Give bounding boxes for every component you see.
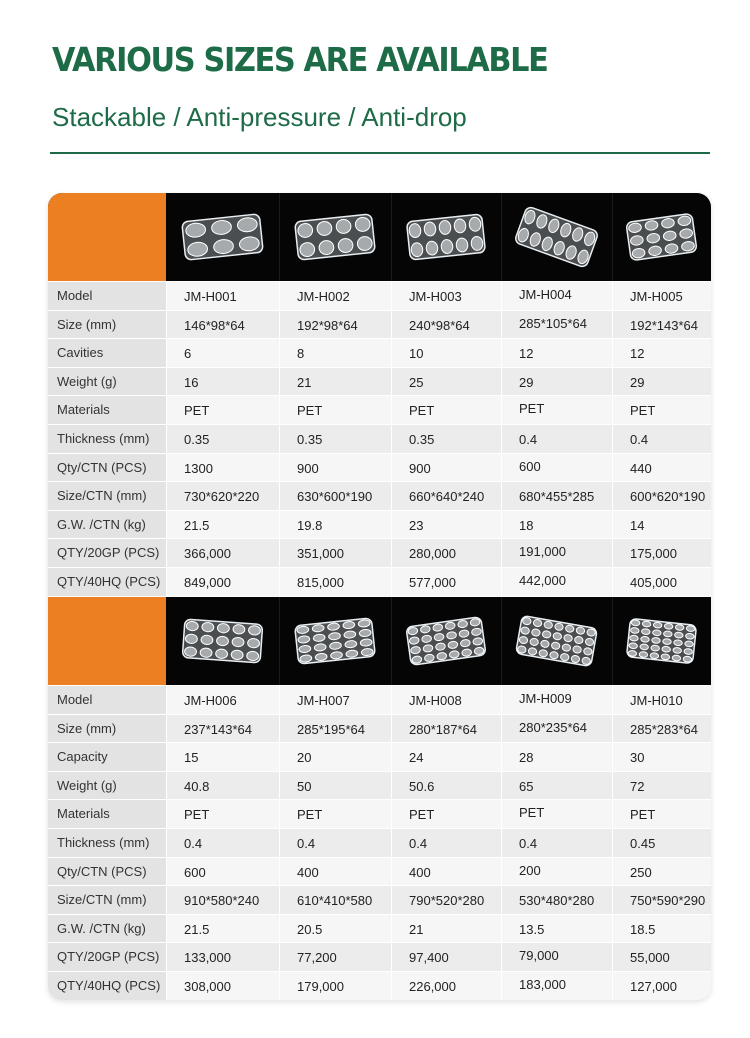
table-cell: 285*105*64 <box>519 315 587 331</box>
column-divider <box>166 368 167 396</box>
column-divider <box>391 715 392 743</box>
column-divider <box>279 368 280 396</box>
column-divider <box>391 511 392 539</box>
column-divider <box>501 715 502 743</box>
table-cell: 15 <box>184 750 199 766</box>
table-row <box>48 971 711 1000</box>
column-divider <box>279 597 280 685</box>
column-divider <box>391 193 392 281</box>
column-divider <box>612 454 613 482</box>
table-cell: 24 <box>409 750 424 766</box>
column-divider <box>279 858 280 886</box>
table-cell: 8 <box>297 346 305 362</box>
column-divider <box>279 829 280 857</box>
table-cell: 226,000 <box>409 979 456 994</box>
table-cell: 530*480*280 <box>519 893 595 909</box>
table-cell: 900 <box>297 460 319 476</box>
egg-tray-image <box>612 193 711 281</box>
row-label: Materials <box>48 800 166 828</box>
table-cell: 0.4 <box>519 432 538 447</box>
table-cell: 28 <box>519 750 534 766</box>
table-cell: 21 <box>297 374 312 390</box>
column-divider <box>166 886 167 914</box>
column-divider <box>612 829 613 857</box>
column-divider <box>501 193 502 281</box>
spec-card <box>48 193 711 1000</box>
table-cell: 600 <box>184 864 206 880</box>
column-divider <box>166 715 167 743</box>
table-cell: 308,000 <box>184 979 231 994</box>
table-cell: 16 <box>184 374 199 390</box>
table-cell: PET <box>630 807 656 823</box>
column-divider <box>279 425 280 453</box>
row-label: Weight (g) <box>48 368 166 396</box>
table-row <box>48 338 711 367</box>
column-divider <box>279 568 280 596</box>
table-cell: 730*620*220 <box>184 489 260 505</box>
table-cell: 191,000 <box>519 544 566 560</box>
column-divider <box>612 193 613 281</box>
row-label: Qty/CTN (PCS) <box>48 454 166 482</box>
column-divider <box>279 972 280 1000</box>
table-cell: 250 <box>630 864 652 880</box>
column-divider <box>391 396 392 424</box>
column-divider <box>166 568 167 596</box>
table-row <box>48 310 711 339</box>
column-divider <box>166 743 167 771</box>
column-divider <box>391 829 392 857</box>
table-cell: 25 <box>409 374 424 390</box>
table-cell: JM-H009 <box>519 691 572 706</box>
column-divider <box>612 511 613 539</box>
table-row <box>48 395 711 424</box>
column-divider <box>391 943 392 971</box>
column-divider <box>612 800 613 828</box>
table-cell: 97,400 <box>409 950 449 966</box>
table-cell: PET <box>297 807 323 823</box>
column-divider <box>501 282 502 310</box>
column-divider <box>391 568 392 596</box>
column-divider <box>279 482 280 510</box>
column-divider <box>612 282 613 310</box>
table-cell: 790*520*280 <box>409 893 485 909</box>
column-divider <box>612 368 613 396</box>
column-divider <box>391 282 392 310</box>
table-cell: 12 <box>630 346 645 362</box>
column-divider <box>391 539 392 567</box>
table-cell: 442,000 <box>519 573 566 588</box>
table-cell: 192*143*64 <box>630 317 698 333</box>
table-cell: 18 <box>519 517 534 533</box>
column-divider <box>612 972 613 1000</box>
table-row <box>48 885 711 914</box>
column-divider <box>501 511 502 539</box>
table-cell: 55,000 <box>630 950 670 966</box>
column-divider <box>612 858 613 886</box>
column-divider <box>279 715 280 743</box>
column-divider <box>612 339 613 367</box>
column-divider <box>391 743 392 771</box>
row-label: QTY/40HQ (PCS) <box>48 568 166 596</box>
column-divider <box>279 686 280 714</box>
column-divider <box>166 339 167 367</box>
column-divider <box>279 772 280 800</box>
column-divider <box>279 800 280 828</box>
table-cell: 183,000 <box>519 977 566 992</box>
table-cell: 440 <box>630 460 652 476</box>
table-cell: 127,000 <box>630 979 677 994</box>
column-divider <box>166 772 167 800</box>
column-divider <box>501 743 502 771</box>
table-cell: 0.35 <box>409 432 435 447</box>
table-cell: JM-H001 <box>184 289 237 304</box>
table-cell: 577,000 <box>409 575 456 590</box>
table-cell: 65 <box>519 778 534 794</box>
row-label: QTY/20GP (PCS) <box>48 539 166 567</box>
table-cell: PET <box>184 807 210 823</box>
table-cell: 285*195*64 <box>297 721 365 737</box>
table-cell: 13.5 <box>519 921 545 937</box>
table-cell: 240*98*64 <box>409 317 470 333</box>
table-row <box>48 481 711 510</box>
table-cell: 14 <box>630 517 645 533</box>
table-cell: 40.8 <box>184 778 210 794</box>
table-cell: 30 <box>630 750 645 766</box>
column-divider <box>612 915 613 943</box>
column-divider <box>501 972 502 1000</box>
column-divider <box>166 972 167 1000</box>
row-label: Size (mm) <box>48 715 166 743</box>
column-divider <box>501 943 502 971</box>
table-row <box>48 742 711 771</box>
table-cell: PET <box>297 403 323 419</box>
table-cell: JM-H003 <box>409 289 462 304</box>
column-divider <box>279 396 280 424</box>
column-divider <box>166 311 167 339</box>
table-row <box>48 771 711 800</box>
table-cell: 610*410*580 <box>297 893 373 909</box>
column-divider <box>501 915 502 943</box>
column-divider <box>501 339 502 367</box>
column-divider <box>612 715 613 743</box>
table-cell: 77,200 <box>297 950 337 966</box>
table-1-image-row <box>48 193 711 281</box>
table-cell: 750*590*290 <box>630 893 706 909</box>
column-divider <box>501 311 502 339</box>
table-cell: 680*455*285 <box>519 489 595 505</box>
table-cell: 400 <box>297 864 319 880</box>
column-divider <box>501 425 502 453</box>
column-divider <box>612 943 613 971</box>
table-cell: JM-H008 <box>409 693 462 708</box>
egg-tray-image <box>391 193 501 281</box>
column-divider <box>279 511 280 539</box>
egg-tray-image <box>612 597 711 685</box>
table-cell: 72 <box>630 778 645 794</box>
table-cell: 12 <box>519 346 534 362</box>
column-divider <box>166 282 167 310</box>
table-cell: 19.8 <box>297 517 323 533</box>
column-divider <box>501 686 502 714</box>
column-divider <box>279 743 280 771</box>
table-row <box>48 424 711 453</box>
column-divider <box>612 686 613 714</box>
column-divider <box>391 482 392 510</box>
column-divider <box>501 772 502 800</box>
egg-tray-image <box>501 597 612 685</box>
column-divider <box>391 425 392 453</box>
column-divider <box>612 539 613 567</box>
table-row <box>48 714 711 743</box>
page-title: VARIOUS SIZES ARE AVAILABLE <box>52 40 548 79</box>
table-cell: 23 <box>409 517 424 533</box>
table-cell: 280*235*64 <box>519 719 587 735</box>
column-divider <box>166 943 167 971</box>
column-divider <box>166 915 167 943</box>
table-cell: 79,000 <box>519 948 559 964</box>
table-cell: 280*187*64 <box>409 721 477 737</box>
column-divider <box>501 568 502 596</box>
column-divider <box>391 597 392 685</box>
table-cell: 660*640*240 <box>409 489 485 505</box>
table-row <box>48 857 711 886</box>
column-divider <box>612 597 613 685</box>
table-cell: 20 <box>297 750 312 766</box>
column-divider <box>612 311 613 339</box>
egg-tray-image <box>501 193 612 281</box>
table-cell: PET <box>630 403 656 419</box>
table-cell: 910*580*240 <box>184 893 260 909</box>
column-divider <box>391 858 392 886</box>
table-cell: 10 <box>409 346 424 362</box>
column-divider <box>612 886 613 914</box>
table-cell: PET <box>519 401 545 417</box>
table-cell: 50 <box>297 778 312 794</box>
table-row <box>48 828 711 857</box>
egg-tray-image <box>391 597 501 685</box>
table-cell: 21.5 <box>184 921 210 937</box>
row-label: Model <box>48 686 166 714</box>
row-label: Thickness (mm) <box>48 829 166 857</box>
row-label: Size/CTN (mm) <box>48 482 166 510</box>
row-label: Weight (g) <box>48 772 166 800</box>
column-divider <box>612 396 613 424</box>
table-cell: 179,000 <box>297 979 344 994</box>
table-cell: 0.35 <box>297 432 323 447</box>
table-row <box>48 685 711 714</box>
table-row <box>48 367 711 396</box>
table-1-orange-header <box>48 193 166 281</box>
table-cell: 50.6 <box>409 778 435 794</box>
table-cell: JM-H010 <box>630 693 683 708</box>
table-row <box>48 453 711 482</box>
table-cell: 900 <box>409 460 431 476</box>
table-2-image-row <box>48 597 711 685</box>
column-divider <box>166 686 167 714</box>
table-cell: JM-H002 <box>297 289 350 304</box>
table-cell: 29 <box>630 374 645 390</box>
table-row <box>48 799 711 828</box>
table-cell: 0.35 <box>184 432 210 447</box>
table-cell: 18.5 <box>630 921 656 937</box>
table-cell: PET <box>519 805 545 821</box>
table-cell: JM-H005 <box>630 289 683 304</box>
column-divider <box>166 482 167 510</box>
table-cell: JM-H007 <box>297 693 350 708</box>
column-divider <box>279 943 280 971</box>
column-divider <box>501 396 502 424</box>
table-cell: 1300 <box>184 460 213 476</box>
table-cell: 29 <box>519 374 534 390</box>
column-divider <box>612 482 613 510</box>
egg-tray-image <box>279 193 391 281</box>
row-label: G.W. /CTN (kg) <box>48 511 166 539</box>
column-divider <box>279 193 280 281</box>
table-cell: 0.4 <box>297 836 316 851</box>
table-row <box>48 942 711 971</box>
row-label: Size (mm) <box>48 311 166 339</box>
table-cell: 280,000 <box>409 546 456 562</box>
row-label: QTY/20GP (PCS) <box>48 943 166 971</box>
table-row <box>48 538 711 567</box>
table-cell: 405,000 <box>630 575 677 590</box>
column-divider <box>501 539 502 567</box>
column-divider <box>166 829 167 857</box>
row-label: G.W. /CTN (kg) <box>48 915 166 943</box>
table-cell: 146*98*64 <box>184 317 245 333</box>
column-divider <box>166 396 167 424</box>
table-cell: 237*143*64 <box>184 721 252 737</box>
table-cell: PET <box>409 403 435 419</box>
table-cell: 6 <box>184 346 192 362</box>
row-label: Materials <box>48 396 166 424</box>
column-divider <box>391 915 392 943</box>
column-divider <box>391 339 392 367</box>
table-row <box>48 281 711 310</box>
table-2-orange-header <box>48 597 166 685</box>
table-cell: 0.4 <box>184 836 203 851</box>
page-subtitle: Stackable / Anti-pressure / Anti-drop <box>52 102 467 132</box>
table-cell: JM-H004 <box>519 287 572 302</box>
table-cell: 0.4 <box>630 432 649 447</box>
column-divider <box>279 539 280 567</box>
table-cell: 351,000 <box>297 546 344 562</box>
table-cell: 0.45 <box>630 836 656 851</box>
column-divider <box>612 743 613 771</box>
table-cell: 192*98*64 <box>297 317 358 333</box>
table-cell: 630*600*190 <box>297 489 373 505</box>
column-divider <box>279 282 280 310</box>
table-cell: JM-H006 <box>184 693 237 708</box>
column-divider <box>501 886 502 914</box>
column-divider <box>501 482 502 510</box>
table-row <box>48 914 711 943</box>
egg-tray-image <box>279 597 391 685</box>
row-label: Model <box>48 282 166 310</box>
table-cell: 21.5 <box>184 517 210 533</box>
column-divider <box>501 829 502 857</box>
column-divider <box>166 800 167 828</box>
column-divider <box>391 800 392 828</box>
column-divider <box>166 539 167 567</box>
column-divider <box>279 311 280 339</box>
column-divider <box>166 425 167 453</box>
column-divider <box>391 972 392 1000</box>
title-divider <box>50 152 710 154</box>
column-divider <box>501 368 502 396</box>
table-cell: 175,000 <box>630 546 677 562</box>
table-cell: 366,000 <box>184 546 231 562</box>
column-divider <box>612 772 613 800</box>
column-divider <box>279 339 280 367</box>
table-row <box>48 510 711 539</box>
table-cell: 815,000 <box>297 575 344 590</box>
table-cell: PET <box>184 403 210 419</box>
row-label: QTY/40HQ (PCS) <box>48 972 166 1000</box>
column-divider <box>279 454 280 482</box>
row-label: Qty/CTN (PCS) <box>48 858 166 886</box>
column-divider <box>279 886 280 914</box>
column-divider <box>391 686 392 714</box>
column-divider <box>391 311 392 339</box>
column-divider <box>501 858 502 886</box>
table-cell: 600*620*190 <box>630 489 706 505</box>
column-divider <box>166 858 167 886</box>
column-divider <box>501 800 502 828</box>
column-divider <box>391 886 392 914</box>
column-divider <box>166 454 167 482</box>
table-cell: 285*283*64 <box>630 721 698 737</box>
table-cell: 20.5 <box>297 921 323 937</box>
table-cell: 600 <box>519 458 541 474</box>
row-label: Cavities <box>48 339 166 367</box>
row-label: Capacity <box>48 743 166 771</box>
column-divider <box>501 597 502 685</box>
egg-tray-image <box>166 193 279 281</box>
table-cell: 400 <box>409 864 431 880</box>
table-cell: 849,000 <box>184 575 231 590</box>
column-divider <box>166 511 167 539</box>
egg-tray-image <box>166 597 279 685</box>
row-label: Size/CTN (mm) <box>48 886 166 914</box>
table-cell: 0.4 <box>519 836 538 851</box>
table-cell: 200 <box>519 862 541 878</box>
table-cell: 21 <box>409 921 424 937</box>
table-cell: 0.4 <box>409 836 428 851</box>
column-divider <box>391 368 392 396</box>
column-divider <box>391 454 392 482</box>
row-label: Thickness (mm) <box>48 425 166 453</box>
table-cell: 133,000 <box>184 950 231 966</box>
column-divider <box>612 425 613 453</box>
table-row <box>48 567 711 596</box>
table-cell: PET <box>409 807 435 823</box>
column-divider <box>612 568 613 596</box>
column-divider <box>501 454 502 482</box>
column-divider <box>391 772 392 800</box>
column-divider <box>279 915 280 943</box>
